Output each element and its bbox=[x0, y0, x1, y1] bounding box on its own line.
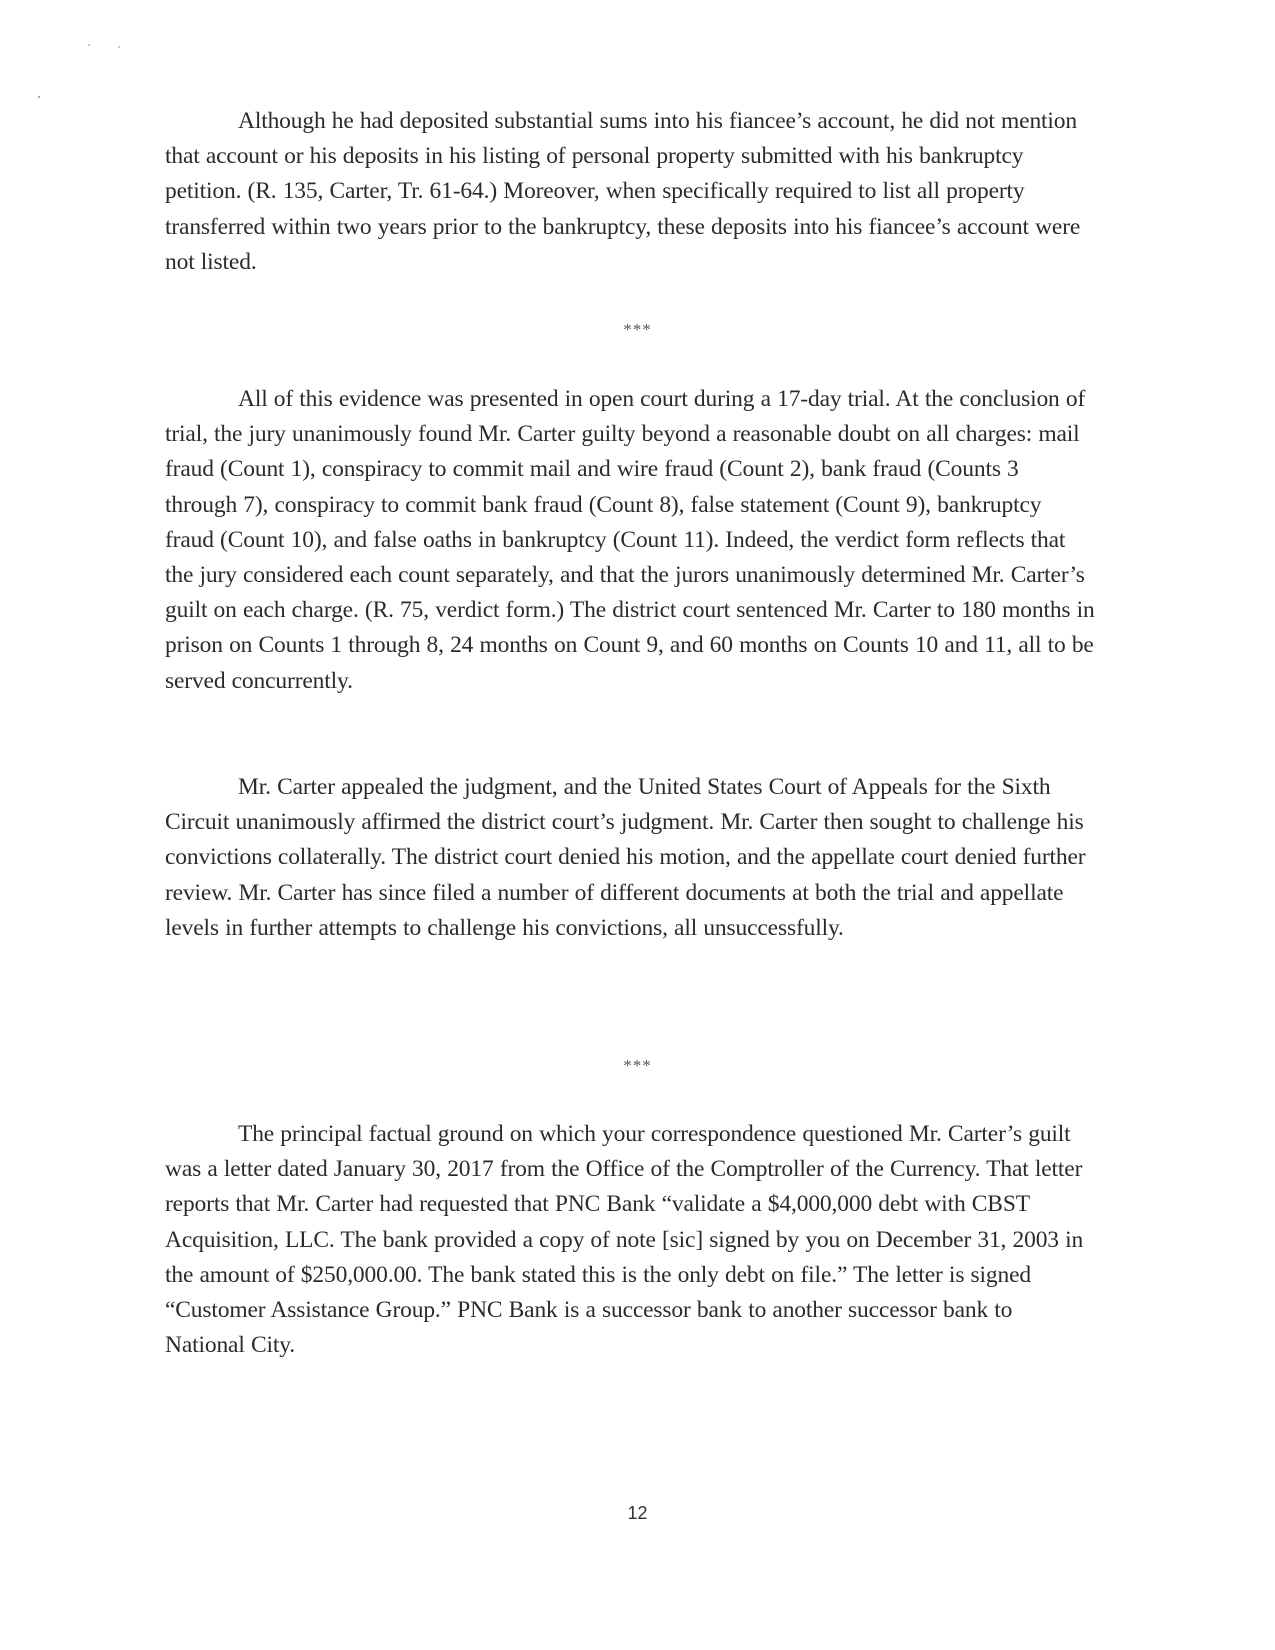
paragraph-appeal: Mr. Carter appealed the judgment, and the United States Court of Appeals for the Sixth Circuit unanimously affirmed the district court’s judgment. Mr. Carter then sought to challenge his convictions collaterally. The district court denied his motion, and the appellate court denied further review. Mr. Carter has since filed a number of different documents at both the trial and appellate levels in further attempts to challenge his convictions, all unsuccessfully. bbox=[165, 774, 1086, 941]
page-number: 12 bbox=[627, 1503, 648, 1523]
scan-speck bbox=[118, 46, 120, 48]
paragraph-trial-verdict: All of this evidence was presented in open court during a 17-day trial. At the conclusion of trial, the jury unanimously found Mr. Carter guilty beyond a reasonable doubt on all charges: mail fraud (Count 1), conspiracy to commit mail and wire fraud (Count 2), bank fraud (Counts 3 through 7), conspiracy to commit bank fraud (Count 8), false statement (Count 9), bankruptcy fraud (Count 10), and false oaths in bankruptcy (Count 11). Indeed, the verdict form reflects that the jury considered each count separately, and that the jurors unanimously determined Mr. Carter’s guilt on each charge. (R. 75, verdict form.) The district court sentenced Mr. Carter to 180 months in prison on Counts 1 through 8, 24 months on Count 9, and 60 months on Counts 10 and 11, all to be served concurrently. bbox=[165, 386, 1095, 694]
section-separator: *** bbox=[623, 320, 652, 339]
scan-speck bbox=[38, 96, 40, 98]
paragraph-occ-letter: The principal factual ground on which your correspondence questioned Mr. Carter’s guilt was a letter dated January 30, 2017 from the Office of the Comptroller of the Currency. That letter reports that Mr. Carter had requested that PNC Bank “validate a $4,000,000 debt with CBST Acquisition, LLC. The bank provided a copy of note [sic] signed by you on December 31, 2003 in the amount of $250,000.00. The bank stated this is the only debt on file.” The letter is signed “Customer Assistance Group.” PNC Bank is a successor bank to another successor bank to National City. bbox=[165, 1121, 1084, 1359]
scan-speck bbox=[88, 44, 90, 46]
paragraph-deposits: Although he had deposited substantial sums into his fiancee’s account, he did not mention that account or his deposits in his listing of personal property submitted with his bankruptcy petition. (R. 135, Carter, Tr. 61-64.) Moreover, when specifically required to list all property transferred within two years prior to the bankruptcy, these deposits into his fiancee’s account were not listed. bbox=[165, 108, 1081, 275]
section-separator: *** bbox=[623, 1056, 652, 1075]
